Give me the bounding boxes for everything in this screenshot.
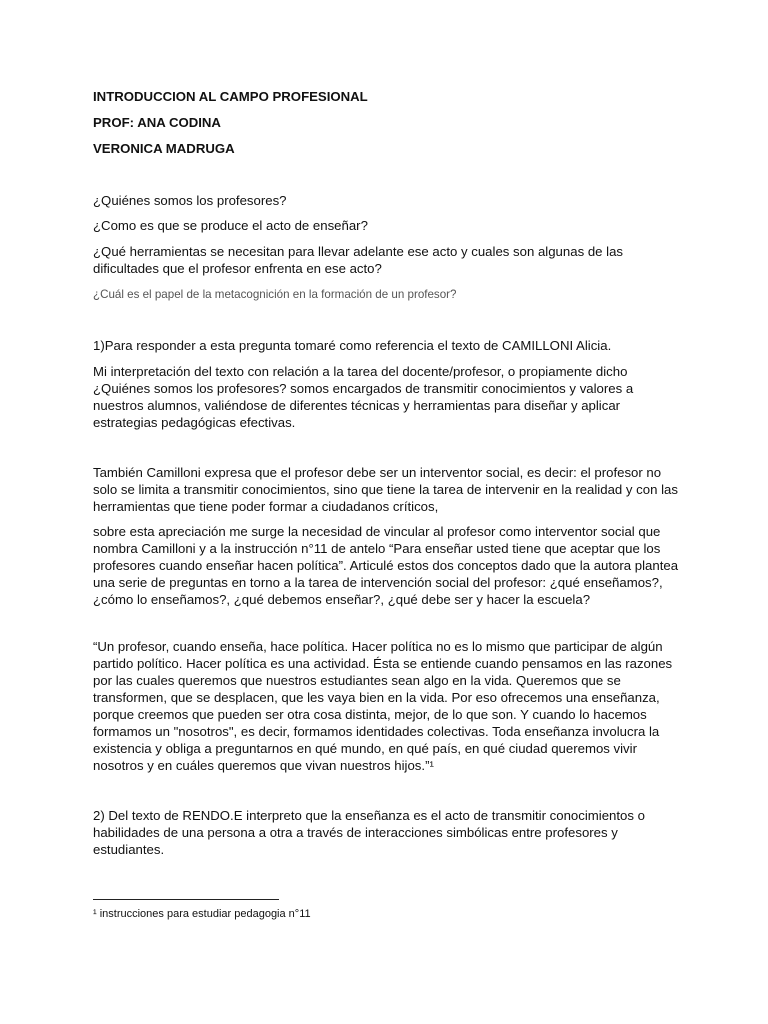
student-name: VERONICA MADRUGA <box>93 141 235 156</box>
paragraph-2: Mi interpretación del texto con relación a la tarea del docente/profesor, o propiamente dicho ¿Quiénes somos los profesores? somos encargados de transmitir conocimientos y valores a nuestros alumnos, valiéndose de diferentes técnicas y herramientas para diseñar y aplicar estrategias pedagógicas efectivas. <box>93 364 634 430</box>
paragraph-1: 1)Para responder a esta pregunta tomaré como referencia el texto de CAMILLONI Alicia. <box>93 338 612 353</box>
paragraph-5: 2) Del texto de RENDO.E interpreto que la enseñanza es el acto de transmitir conocimientos o habilidades de una persona a otra a través de interacciones simbólicas entre profesores y estudiantes. <box>93 808 645 857</box>
question-3: ¿Qué herramientas se necesitan para llevar adelante ese acto y cuales son algunas de las dificultades que el profesor enfrenta en ese acto? <box>93 244 624 276</box>
footnote-separator <box>93 899 279 900</box>
course-title: INTRODUCCION AL CAMPO PROFESIONAL <box>93 89 368 104</box>
question-1: ¿Quiénes somos los profesores? <box>93 193 287 208</box>
professor-name: PROF: ANA CODINA <box>93 115 221 130</box>
quote-paragraph: “Un profesor, cuando enseña, hace política. Hacer política no es lo mismo que participar de algún partido político. Hacer política es una actividad. Ésta se entiende cuando pensamos en las razones por las cuales queremos que nuestros estudiantes sean algo en la vida. Queremos que se transformen, que se desplacen, que les vaya bien en la vida. Por eso ofrecemos una enseñanza, porque creemos que pueden ser otra cosa distinta, mejor, de lo que son. Y cuando lo hacemos formamos un "nosotros", es decir, formamos identidades colectivas. Toda enseñanza involucra la existencia y obliga a preguntarnos en qué mundo, en qué país, en qué ciudad queremos vivir nosotros y en cuáles queremos que vivan nuestros hijos.”¹ <box>93 639 673 773</box>
question-4: ¿Cuál es el papel de la metacognición en la formación de un profesor? <box>93 288 457 301</box>
paragraph-3: También Camilloni expresa que el profesor debe ser un interventor social, es decir: el profesor no solo se limita a transmitir conocimientos, sino que tiene la tarea de intervenir en la realidad y con las herramientas que tiene poder formar a ciudadanos críticos, <box>93 465 678 514</box>
paragraph-4: sobre esta apreciación me surge la necesidad de vincular al profesor como interventor social que nombra Camilloni y a la instrucción n°11 de antelo “Para enseñar usted tiene que aceptar que los profesores cuando enseñar hacen política”. Articulé estos dos conceptos dado que la autora plantea una serie de preguntas en torno a la tarea de intervención social del profesor: ¿qué enseñamos?, ¿cómo lo enseñamos?, ¿qué debemos enseñar?, ¿qué debe ser y hacer la escuela? <box>93 524 679 607</box>
question-2: ¿Como es que se produce el acto de enseñar? <box>93 218 368 233</box>
footnote: ¹ instrucciones para estudiar pedagogia n°11 <box>93 908 311 920</box>
